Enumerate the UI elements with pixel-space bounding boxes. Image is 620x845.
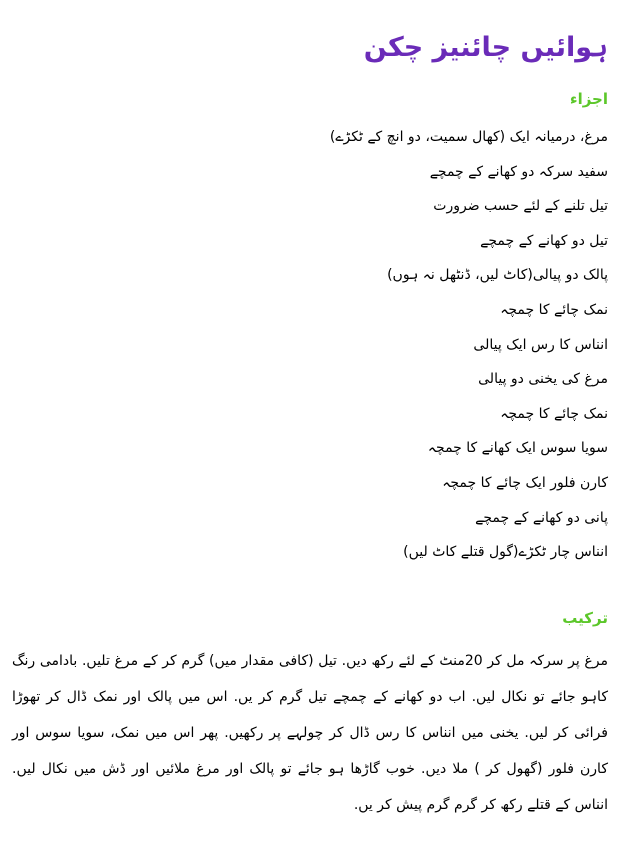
ingredient-item: نمک چائے کا چمچہ [500,405,608,422]
ingredient-item: پانی دو کھانے کے چمچے [475,509,608,526]
ingredients-heading: اجزاء [569,90,608,108]
ingredient-item: تیل تلنے کے لئے حسب ضرورت [433,198,608,215]
ingredient-item: انناس کا رس ایک پیالی [473,336,608,353]
method-heading: ترکیب [562,609,608,627]
ingredient-item: مرغ، درمیانہ ایک (کھال سمیت، دو انچ کے ٹکڑے) [329,129,608,145]
ingredient-item: سفید سرکہ دو کھانے کے چمچے [429,163,608,180]
ingredient-item: مرغ کی یخنی دو پیالی [478,371,608,388]
ingredient-item: سویا سوس ایک کھانے کا چمچہ [427,440,608,457]
method-paragraph: مرغ پر سرکہ مل کر 20منٹ کے لئے رکھ دیں. تیل (کافی مقدار میں) گرم کر کے مرغ تلیں. بادامی رنگ کاہو جائے تو نکال لیں. اب دو کھانے کے چمچے تیل گرم کر یں. اس میں پالک اور نمک ڈال کر تھوڑا فرائی کر لیں. یخنی میں انناس کا رس ڈال کر چولہے پر رکھیں. پھر اس میں نمک، سویا سوس اور کارن فلور (گھول کر ) ملا دیں. خوب گاڑھا ہو جائے تو پالک اور مرغ ملائیں اور ڈش میں نکال لیں. انناس کے قتلے رکھ کر گرم گرم پیش کر یں. [12,653,608,813]
ingredient-item: نمک چائے کا چمچہ [500,301,608,318]
ingredient-item: تیل دو کھانے کے چمچے [480,232,608,249]
ingredient-item: کارن فلور ایک چائے کا چمچہ [442,474,608,491]
ingredient-item: انناس چار ٹکڑے(گول قتلے کاٹ لیں) [403,544,608,561]
ingredients-list [330,120,608,570]
ingredient-item: پالک دو پیالی(کاٹ لیں، ڈنٹھل نہ ہوں) [387,267,608,284]
recipe-title: ہوائیں چائنیز چکن [363,32,608,63]
